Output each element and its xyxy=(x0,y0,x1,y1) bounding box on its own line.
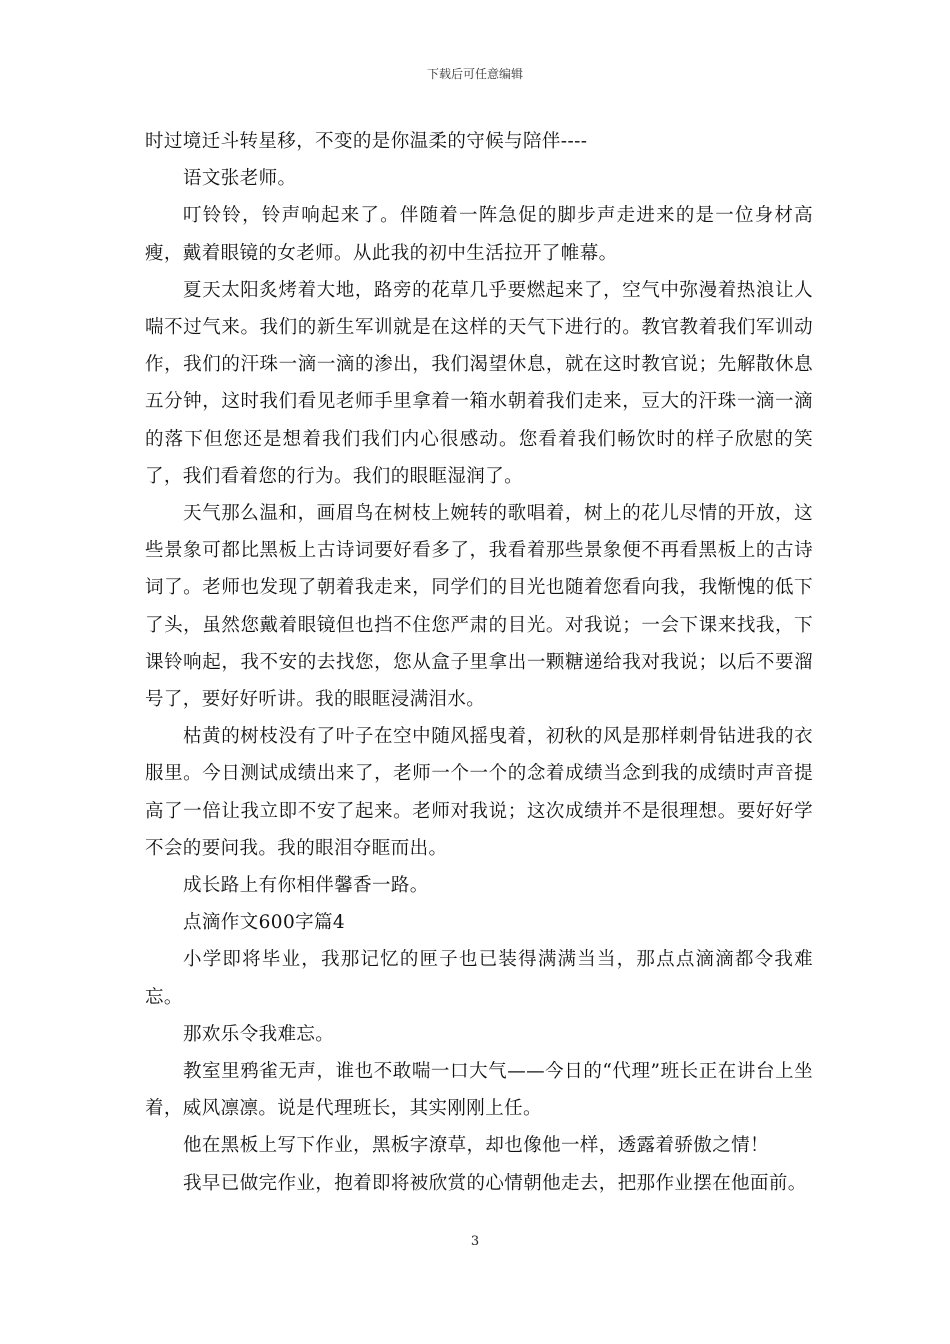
paragraph-1: 时过境迁斗转星移，不变的是你温柔的守候与陪伴---- xyxy=(145,131,588,152)
paragraph-10: 那欢乐令我难忘。 xyxy=(183,1023,335,1045)
paragraph-6: 枯黄的树枝没有了叶子在空中随风摇曳着，初秋的风是那样刺骨钻进我的衣服里。今日测试成绩出来了，老师一个一个的念着成绩当念到我的成绩时声音提高了一倍让我立即不安了起来。老师对我说；这次成绩并不是很理想。要好好学不会的要问我。我的眼泪夺眶而出。 xyxy=(145,726,813,859)
paragraph-3: 叮铃铃，铃声响起来了。伴随着一阵急促的脚步声走进来的是一位身材高瘦，戴着眼镜的女老师。从此我的初中生活拉开了帷幕。 xyxy=(145,205,813,264)
paragraph-9: 小学即将毕业，我那记忆的匣子也已装得满满当当，那点点滴滴都令我难忘。 xyxy=(145,949,813,1008)
paragraph-11: 教室里鸦雀无声，谁也不敢喘一口大气——今日的“代理”班长正在讲台上坐着，威风凛凛。说是代理班长，其实刚刚上任。 xyxy=(145,1061,813,1120)
page-number: 3 xyxy=(470,1234,480,1249)
paragraph-7: 成长路上有你相伴馨香一路。 xyxy=(183,875,429,897)
paragraph-2: 语文张老师。 xyxy=(183,168,297,190)
section-title: 点滴作文600字篇4 xyxy=(183,912,346,934)
paragraph-13: 我早已做完作业，抱着即将被欣赏的心情朝他走去，把那作业摆在他面前。 xyxy=(183,1172,807,1194)
paragraph-5: 天气那么温和，画眉鸟在树枝上婉转的歌唱着，树上的花儿尽情的开放，这些景象可都比黑板上古诗词要好看多了，我看着那些景象便不再看黑板上的古诗词了。老师也发现了朝着我走来，同学们的目光也随着您看向我，我惭愧的低下了头，虽然您戴着眼镜但也挡不住您严肃的目光。对我说；一会下课来找我，下课铃响起，我不安的去找您，您从盒子里拿出一颗糖递给我对我说；以后不要溜号了，要好好听讲。我的眼眶浸满泪水。 xyxy=(145,503,813,711)
document-body xyxy=(145,123,813,1202)
paragraph-12: 他在黑板上写下作业，黑板字潦草，却也像他一样，透露着骄傲之情！ xyxy=(183,1135,769,1157)
paragraph-4: 夏天太阳炙烤着大地，路旁的花草几乎要燃起来了，空气中弥漫着热浪让人喘不过气来。我们的新生军训就是在这样的天气下进行的。教官教着我们军训动作，我们的汗珠一滴一滴的渗出，我们渴望休息，就在这时教官说；先解散休息五分钟，这时我们看见老师手里拿着一箱水朝着我们走来，豆大的汗珠一滴一滴的落下但您还是想着我们我们内心很感动。您看着我们畅饮时的样子欣慰的笑了，我们看着您的行为。我们的眼眶湿润了。 xyxy=(145,279,813,487)
page-header: 下载后可任意编辑 xyxy=(426,67,523,81)
